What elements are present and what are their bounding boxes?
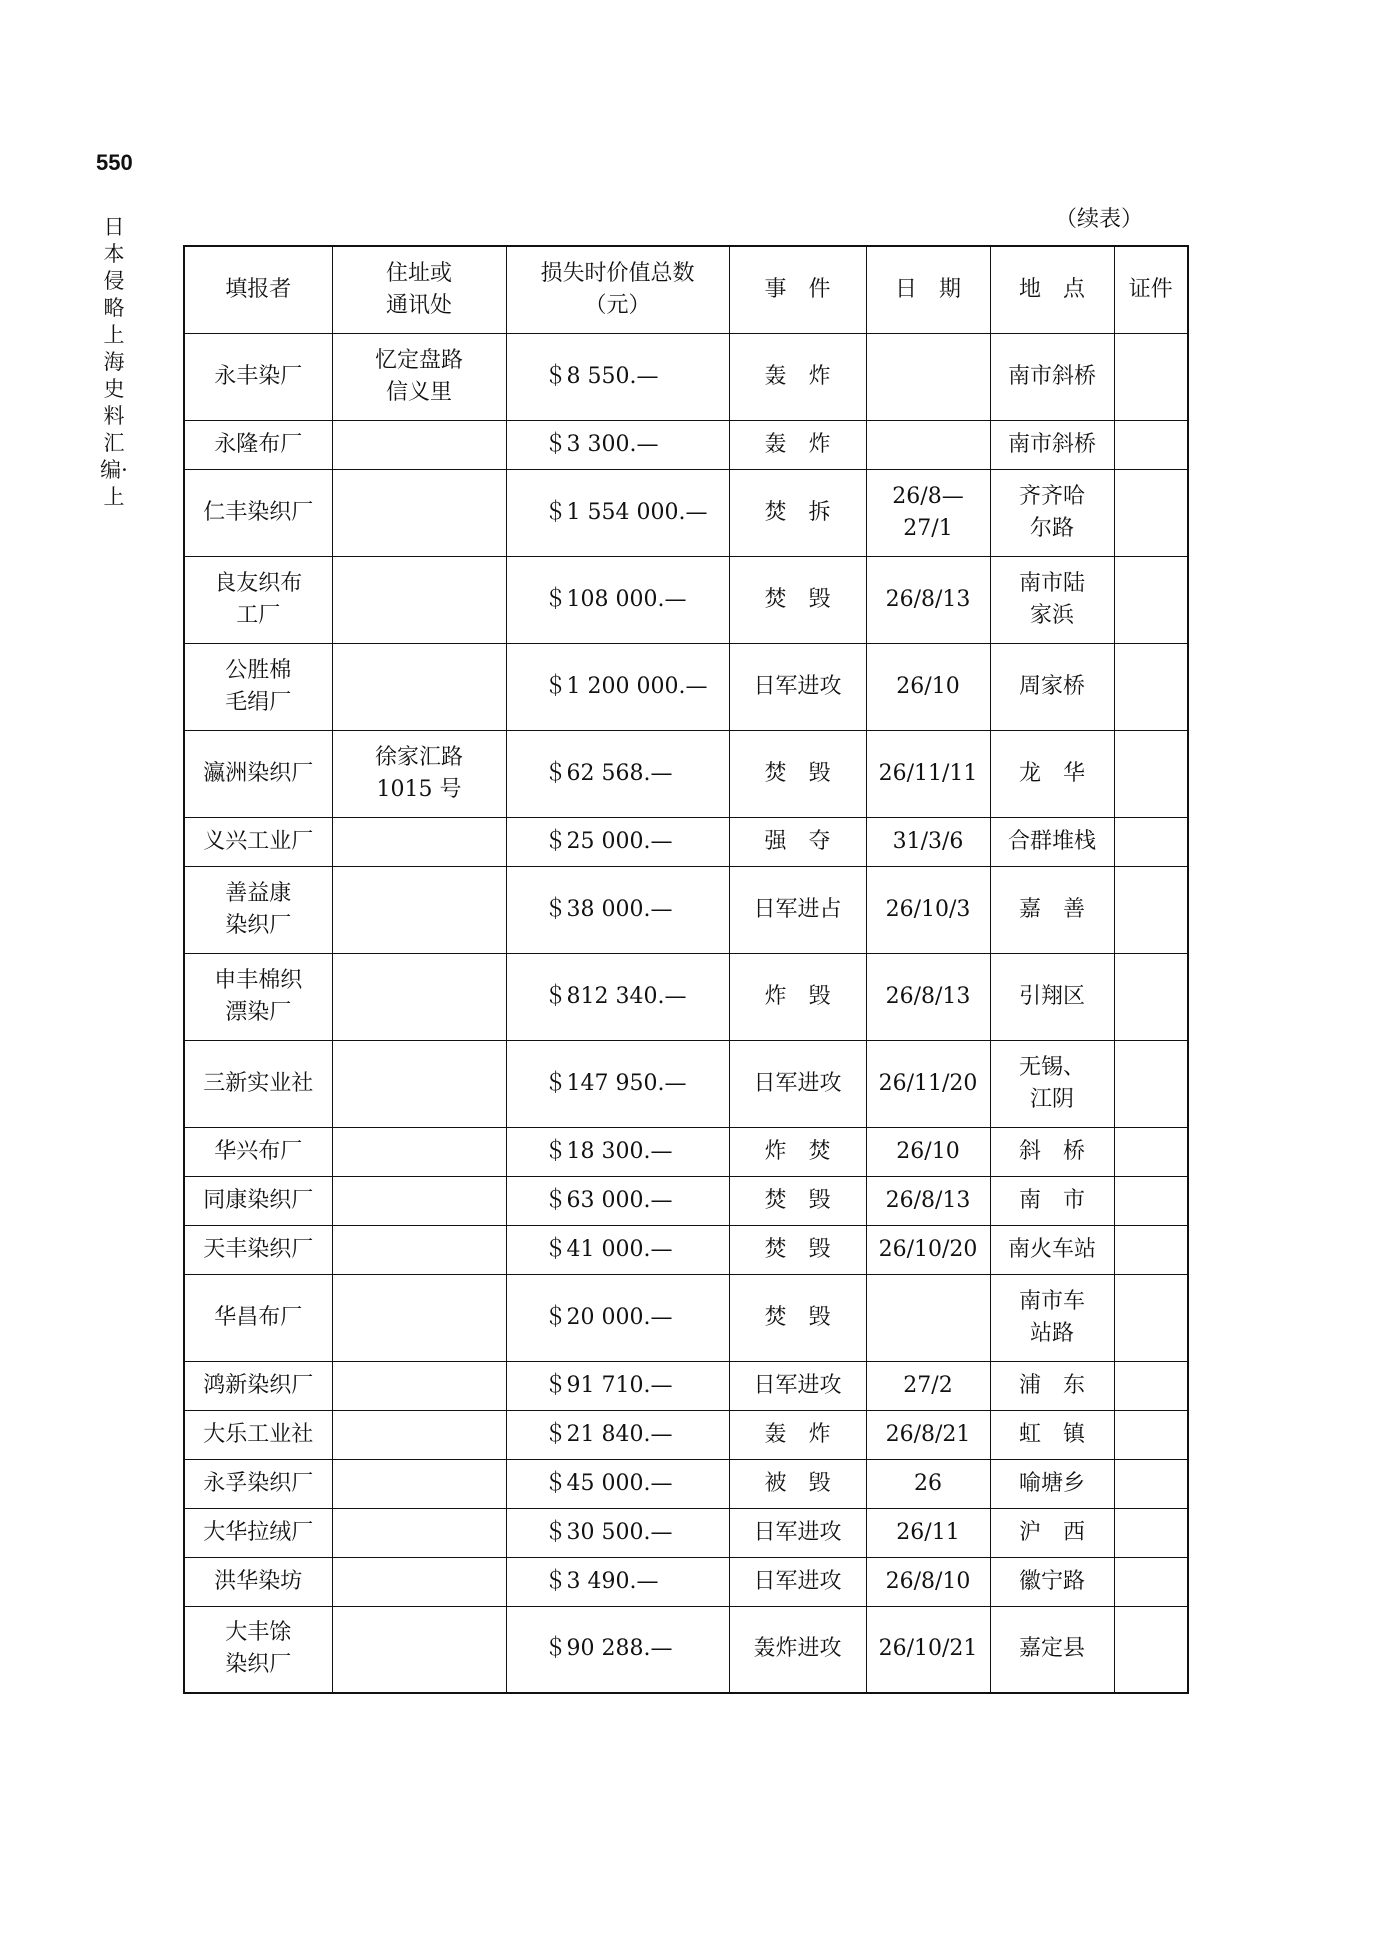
address-cell: [332, 1225, 506, 1274]
loss-table: [183, 245, 1189, 1694]
address-cell: [332, 1459, 506, 1508]
date-cell: 26/8/13: [866, 1176, 990, 1225]
cert-cell: [1114, 1508, 1188, 1557]
cert-cell: [1114, 1127, 1188, 1176]
date-cell: 26/8/13: [866, 953, 990, 1040]
date-cell: 26/10/20: [866, 1225, 990, 1274]
location-cell: 龙 华: [990, 730, 1114, 817]
table-row: [184, 953, 1188, 1040]
header-cell: 住址或 通讯处: [332, 246, 506, 333]
amount-cell: ＄30 500.—: [506, 1508, 729, 1557]
date-cell: 26/10: [866, 1127, 990, 1176]
location-cell: 嘉定县: [990, 1606, 1114, 1693]
reporter-cell: 大华拉绒厂: [184, 1508, 332, 1557]
table-row: [184, 1274, 1188, 1361]
address-cell: 徐家汇路 1015 号: [332, 730, 506, 817]
reporter-cell: 仁丰染织厂: [184, 469, 332, 556]
event-cell: 焚 毁: [729, 1225, 866, 1274]
continued-note: （续表）: [1055, 207, 1144, 232]
address-cell: 忆定盘路 信义里: [332, 333, 506, 420]
date-cell: 26/11/11: [866, 730, 990, 817]
table-row: [184, 1606, 1188, 1693]
header-cell: 填报者: [184, 246, 332, 333]
table-row: [184, 1557, 1188, 1606]
amount-cell: ＄18 300.—: [506, 1127, 729, 1176]
location-cell: 引翔区: [990, 953, 1114, 1040]
date-cell: 26/11/20: [866, 1040, 990, 1127]
table-row: [184, 469, 1188, 556]
table-row: [184, 556, 1188, 643]
location-cell: 嘉 善: [990, 866, 1114, 953]
reporter-cell: 鸿新染织厂: [184, 1361, 332, 1410]
reporter-cell: 公胜棉 毛绢厂: [184, 643, 332, 730]
table-row: [184, 1127, 1188, 1176]
reporter-cell: 瀛洲染织厂: [184, 730, 332, 817]
date-cell: 26/8/10: [866, 1557, 990, 1606]
address-cell: [332, 1040, 506, 1127]
address-cell: [332, 643, 506, 730]
location-cell: 南市斜桥: [990, 333, 1114, 420]
reporter-cell: 义兴工业厂: [184, 817, 332, 866]
address-cell: [332, 1557, 506, 1606]
location-cell: 南市斜桥: [990, 420, 1114, 469]
date-cell: [866, 1274, 990, 1361]
event-cell: 轰炸进攻: [729, 1606, 866, 1693]
cert-cell: [1114, 1361, 1188, 1410]
cert-cell: [1114, 1410, 1188, 1459]
event-cell: 焚 毁: [729, 1274, 866, 1361]
date-cell: [866, 420, 990, 469]
amount-cell: ＄21 840.—: [506, 1410, 729, 1459]
amount-cell: ＄812 340.—: [506, 953, 729, 1040]
address-cell: [332, 953, 506, 1040]
address-cell: [332, 1176, 506, 1225]
table-row: [184, 643, 1188, 730]
side-title: 日本侵略上海史料汇编·上: [100, 215, 128, 509]
address-cell: [332, 1410, 506, 1459]
event-cell: 日军进攻: [729, 1361, 866, 1410]
cert-cell: [1114, 730, 1188, 817]
reporter-cell: 善益康 染织厂: [184, 866, 332, 953]
header-cell: 事 件: [729, 246, 866, 333]
date-cell: 26/8/13: [866, 556, 990, 643]
table-row: [184, 1361, 1188, 1410]
event-cell: 强 夺: [729, 817, 866, 866]
address-cell: [332, 866, 506, 953]
table-row: [184, 333, 1188, 420]
table-row: [184, 817, 1188, 866]
address-cell: [332, 1606, 506, 1693]
address-cell: [332, 420, 506, 469]
amount-cell: ＄3 490.—: [506, 1557, 729, 1606]
table-row: [184, 1176, 1188, 1225]
event-cell: 焚 拆: [729, 469, 866, 556]
address-cell: [332, 469, 506, 556]
location-cell: 浦 东: [990, 1361, 1114, 1410]
amount-cell: ＄3 300.—: [506, 420, 729, 469]
amount-cell: ＄8 550.—: [506, 333, 729, 420]
event-cell: 轰 炸: [729, 1410, 866, 1459]
location-cell: 南市车 站路: [990, 1274, 1114, 1361]
page-number: 550: [96, 150, 133, 175]
amount-cell: ＄38 000.—: [506, 866, 729, 953]
reporter-cell: 申丰棉织 漂染厂: [184, 953, 332, 1040]
event-cell: 焚 毁: [729, 730, 866, 817]
reporter-cell: 永隆布厂: [184, 420, 332, 469]
reporter-cell: 天丰染织厂: [184, 1225, 332, 1274]
cert-cell: [1114, 1606, 1188, 1693]
cert-cell: [1114, 866, 1188, 953]
date-cell: 26: [866, 1459, 990, 1508]
cert-cell: [1114, 1274, 1188, 1361]
amount-cell: ＄1 554 000.—: [506, 469, 729, 556]
reporter-cell: 三新实业社: [184, 1040, 332, 1127]
header-cell: 损失时价值总数 （元）: [506, 246, 729, 333]
amount-cell: ＄45 000.—: [506, 1459, 729, 1508]
event-cell: 日军进攻: [729, 643, 866, 730]
location-cell: 南 市: [990, 1176, 1114, 1225]
header-cell: 日 期: [866, 246, 990, 333]
date-cell: [866, 333, 990, 420]
reporter-cell: 同康染织厂: [184, 1176, 332, 1225]
date-cell: 26/10/3: [866, 866, 990, 953]
table-body: [184, 333, 1188, 1693]
cert-cell: [1114, 953, 1188, 1040]
address-cell: [332, 1274, 506, 1361]
date-cell: 31/3/6: [866, 817, 990, 866]
address-cell: [332, 556, 506, 643]
table-row: [184, 420, 1188, 469]
amount-cell: ＄20 000.—: [506, 1274, 729, 1361]
amount-cell: ＄147 950.—: [506, 1040, 729, 1127]
table-row: [184, 1040, 1188, 1127]
event-cell: 日军进攻: [729, 1040, 866, 1127]
amount-cell: ＄62 568.—: [506, 730, 729, 817]
reporter-cell: 永丰染厂: [184, 333, 332, 420]
cert-cell: [1114, 333, 1188, 420]
location-cell: 南市陆 家浜: [990, 556, 1114, 643]
event-cell: 轰 炸: [729, 333, 866, 420]
event-cell: 日军进占: [729, 866, 866, 953]
address-cell: [332, 817, 506, 866]
table-row: [184, 1410, 1188, 1459]
event-cell: 日军进攻: [729, 1508, 866, 1557]
date-cell: 27/2: [866, 1361, 990, 1410]
reporter-cell: 良友织布 工厂: [184, 556, 332, 643]
location-cell: 无锡、 江阴: [990, 1040, 1114, 1127]
header-row: [184, 246, 1188, 333]
cert-cell: [1114, 1176, 1188, 1225]
address-cell: [332, 1508, 506, 1557]
table-row: [184, 1225, 1188, 1274]
address-cell: [332, 1127, 506, 1176]
reporter-cell: 华兴布厂: [184, 1127, 332, 1176]
event-cell: 被 毁: [729, 1459, 866, 1508]
header-cell: 证件: [1114, 246, 1188, 333]
event-cell: 轰 炸: [729, 420, 866, 469]
cert-cell: [1114, 1459, 1188, 1508]
cert-cell: [1114, 556, 1188, 643]
amount-cell: ＄41 000.—: [506, 1225, 729, 1274]
amount-cell: ＄63 000.—: [506, 1176, 729, 1225]
cert-cell: [1114, 1040, 1188, 1127]
reporter-cell: 华昌布厂: [184, 1274, 332, 1361]
reporter-cell: 洪华染坊: [184, 1557, 332, 1606]
date-cell: 26/8— 27/1: [866, 469, 990, 556]
cert-cell: [1114, 1557, 1188, 1606]
location-cell: 沪 西: [990, 1508, 1114, 1557]
header-cell: 地 点: [990, 246, 1114, 333]
location-cell: 虹 镇: [990, 1410, 1114, 1459]
location-cell: 南火车站: [990, 1225, 1114, 1274]
cert-cell: [1114, 420, 1188, 469]
location-cell: 周家桥: [990, 643, 1114, 730]
reporter-cell: 大丰馀 染织厂: [184, 1606, 332, 1693]
location-cell: 徽宁路: [990, 1557, 1114, 1606]
date-cell: 26/11: [866, 1508, 990, 1557]
date-cell: 26/10/21: [866, 1606, 990, 1693]
table-row: [184, 1459, 1188, 1508]
event-cell: 日军进攻: [729, 1557, 866, 1606]
cert-cell: [1114, 817, 1188, 866]
amount-cell: ＄90 288.—: [506, 1606, 729, 1693]
table-row: [184, 866, 1188, 953]
date-cell: 26/8/21: [866, 1410, 990, 1459]
cert-cell: [1114, 643, 1188, 730]
location-cell: 合群堆栈: [990, 817, 1114, 866]
event-cell: 炸 焚: [729, 1127, 866, 1176]
location-cell: 喻塘乡: [990, 1459, 1114, 1508]
amount-cell: ＄1 200 000.—: [506, 643, 729, 730]
amount-cell: ＄108 000.—: [506, 556, 729, 643]
event-cell: 焚 毁: [729, 1176, 866, 1225]
amount-cell: ＄25 000.—: [506, 817, 729, 866]
event-cell: 炸 毁: [729, 953, 866, 1040]
cert-cell: [1114, 1225, 1188, 1274]
table-row: [184, 730, 1188, 817]
reporter-cell: 永孚染织厂: [184, 1459, 332, 1508]
date-cell: 26/10: [866, 643, 990, 730]
amount-cell: ＄91 710.—: [506, 1361, 729, 1410]
location-cell: 斜 桥: [990, 1127, 1114, 1176]
table-row: [184, 1508, 1188, 1557]
reporter-cell: 大乐工业社: [184, 1410, 332, 1459]
address-cell: [332, 1361, 506, 1410]
cert-cell: [1114, 469, 1188, 556]
event-cell: 焚 毁: [729, 556, 866, 643]
location-cell: 齐齐哈 尔路: [990, 469, 1114, 556]
